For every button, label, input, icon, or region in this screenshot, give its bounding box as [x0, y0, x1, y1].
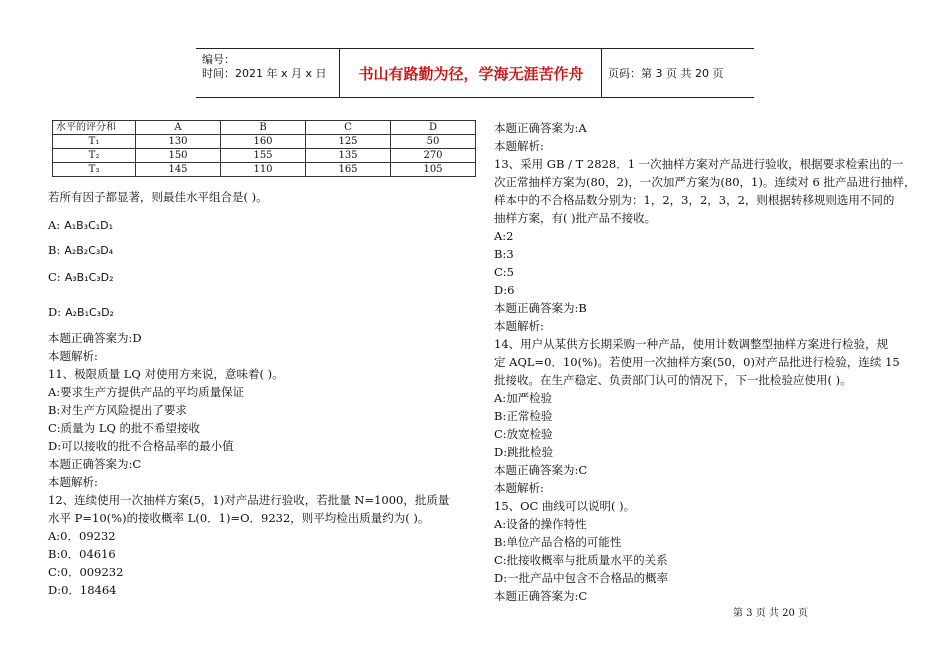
- analysis-label: 本题解析:: [48, 349, 98, 363]
- analysis-label: 本题解析:: [494, 139, 544, 153]
- option-combo: A₂B₁C₃D₂: [65, 306, 114, 319]
- table-cell: 125: [306, 135, 391, 149]
- header-motto: 书山有路勤为径，学海无涯苦作舟: [358, 65, 584, 83]
- question-text: 15、OC 曲线可以说明( )。: [494, 499, 636, 513]
- option-line: A:加严检验: [494, 391, 553, 405]
- option-line: A:设备的操作特性: [494, 517, 587, 531]
- table-cell: T₃: [53, 163, 136, 177]
- answer-line: 本题正确答案为:C: [48, 457, 142, 471]
- option-d: D: A₂B₁C₃D₂: [48, 305, 114, 319]
- table-cell: 145: [136, 163, 221, 177]
- header-divider: [339, 49, 340, 97]
- header-info: [202, 53, 327, 81]
- option-line: B:正常检验: [494, 409, 553, 423]
- table-cell: 155: [221, 149, 306, 163]
- option-combo: A₁B₃C₁D₁: [64, 219, 114, 232]
- header-id-label: 编号：: [202, 53, 235, 66]
- table-header-cell: B: [221, 121, 306, 135]
- option-line: D:6: [494, 283, 515, 297]
- option-line: C:放宽检验: [494, 427, 553, 441]
- option-line: A:2: [494, 229, 514, 243]
- answer-line: 本题正确答案为:C: [494, 589, 588, 603]
- answer-line: 本题正确答案为:B: [494, 301, 587, 315]
- option-line: B:对生产方风险提出了要求: [48, 403, 187, 417]
- analysis-label: 本题解析:: [494, 481, 544, 495]
- answer-line: 本题正确答案为:C: [494, 463, 588, 477]
- question-text: 12、连续使用一次抽样方案(5，1)对产品进行验收，若批量 N=1000，批质量: [48, 493, 450, 507]
- table-row: [53, 149, 476, 163]
- option-line: C:批接收概率与批质量水平的关系: [494, 553, 668, 567]
- page-header: [196, 48, 754, 98]
- table-header-cell: C: [306, 121, 391, 135]
- option-line: B:0．04616: [48, 547, 116, 561]
- option-line: C:0．009232: [48, 565, 124, 579]
- question-text: 样本中的不合格品数分别为：1，2，3，2，3，2，则根据转移规则选用不同的: [494, 193, 895, 207]
- table-cell: T₁: [53, 135, 136, 149]
- table-header-cell: A: [136, 121, 221, 135]
- right-column: [494, 119, 914, 605]
- table-cell: 50: [391, 135, 476, 149]
- question-text: 次正常抽样方案为(80，2)，一次加严方案为(80，1)。连续对 6 批产品进行抽样，: [494, 175, 916, 189]
- option-combo: A₃B₁C₃D₂: [64, 271, 114, 284]
- table-header-cell: 水平的评分和: [53, 121, 136, 135]
- score-table: [52, 120, 476, 177]
- option-line: B:3: [494, 247, 514, 261]
- table-cell: 160: [221, 135, 306, 149]
- option-line: D:可以接收的批不合格品率的最小值: [48, 439, 234, 453]
- option-a: A: A₁B₃C₁D₁: [48, 218, 114, 232]
- question-10-text: 若所有因子都显著，则最佳水平组合是( )。: [48, 190, 268, 204]
- table-header-row: [53, 121, 476, 135]
- table-cell: 130: [136, 135, 221, 149]
- option-line: D:一批产品中包含不合格品的概率: [494, 571, 669, 585]
- answer-line: 本题正确答案为:D: [48, 331, 142, 345]
- table-cell: 270: [391, 149, 476, 163]
- table-cell: 150: [136, 149, 221, 163]
- option-line: D:跳批检验: [494, 445, 554, 459]
- left-column: [48, 329, 468, 599]
- option-b: B: A₂B₂C₃D₄: [48, 243, 114, 257]
- table-cell: 165: [306, 163, 391, 177]
- question-text: 抽样方案，有( )批产品不接收。: [494, 211, 657, 225]
- option-c: C: A₃B₁C₃D₂: [48, 270, 114, 284]
- analysis-label: 本题解析:: [48, 475, 98, 489]
- option-combo: A₂B₂C₃D₄: [64, 244, 114, 257]
- answer-line: 本题正确答案为:A: [494, 121, 587, 135]
- option-line: A:0．09232: [48, 529, 116, 543]
- header-page-label: 页码：第 3 页 共 20 页: [608, 67, 724, 80]
- option-line: A:要求生产方提供产品的平均质量保证: [48, 385, 245, 399]
- question-text: 13、采用 GB / T 2828．1 一次抽样方案对产品进行验收，根据要求检索出的一: [494, 157, 904, 171]
- table-cell: 105: [391, 163, 476, 177]
- table-header-cell: D: [391, 121, 476, 135]
- question-text: 11、极限质量 LQ 对使用方来说，意味着( )。: [48, 367, 284, 381]
- header-divider: [601, 49, 602, 97]
- table-row: [53, 135, 476, 149]
- table-cell: 135: [306, 149, 391, 163]
- option-line: C:5: [494, 265, 514, 279]
- table-cell: 110: [221, 163, 306, 177]
- header-time-label: 时间：2021 年 x 月 x 日: [202, 67, 327, 80]
- option-line: B:单位产品合格的可能性: [494, 535, 622, 549]
- option-line: C:质量为 LQ 的批不希望接收: [48, 421, 201, 435]
- analysis-label: 本题解析:: [494, 319, 544, 333]
- table-cell: T₂: [53, 149, 136, 163]
- question-text: 定 AQL=0．10(%)。若使用一次抽样方案(50，0)对产品批进行检验，连续 15: [494, 355, 900, 369]
- question-text: 水平 P=10(%)的接收概率 L(0．1)=O．9232，则平均检出质量约为( )。: [48, 511, 430, 525]
- table-row: [53, 163, 476, 177]
- question-text: 批接收。在生产稳定、负责部门认可的情况下，下一批检验应使用( )。: [494, 373, 852, 387]
- page-footer: 第 3 页 共 20 页: [733, 608, 808, 619]
- question-text: 14、用户从某供方长期采购一种产品，使用计数调整型抽样方案进行检验，规: [494, 337, 889, 351]
- option-line: D:0．18464: [48, 583, 117, 597]
